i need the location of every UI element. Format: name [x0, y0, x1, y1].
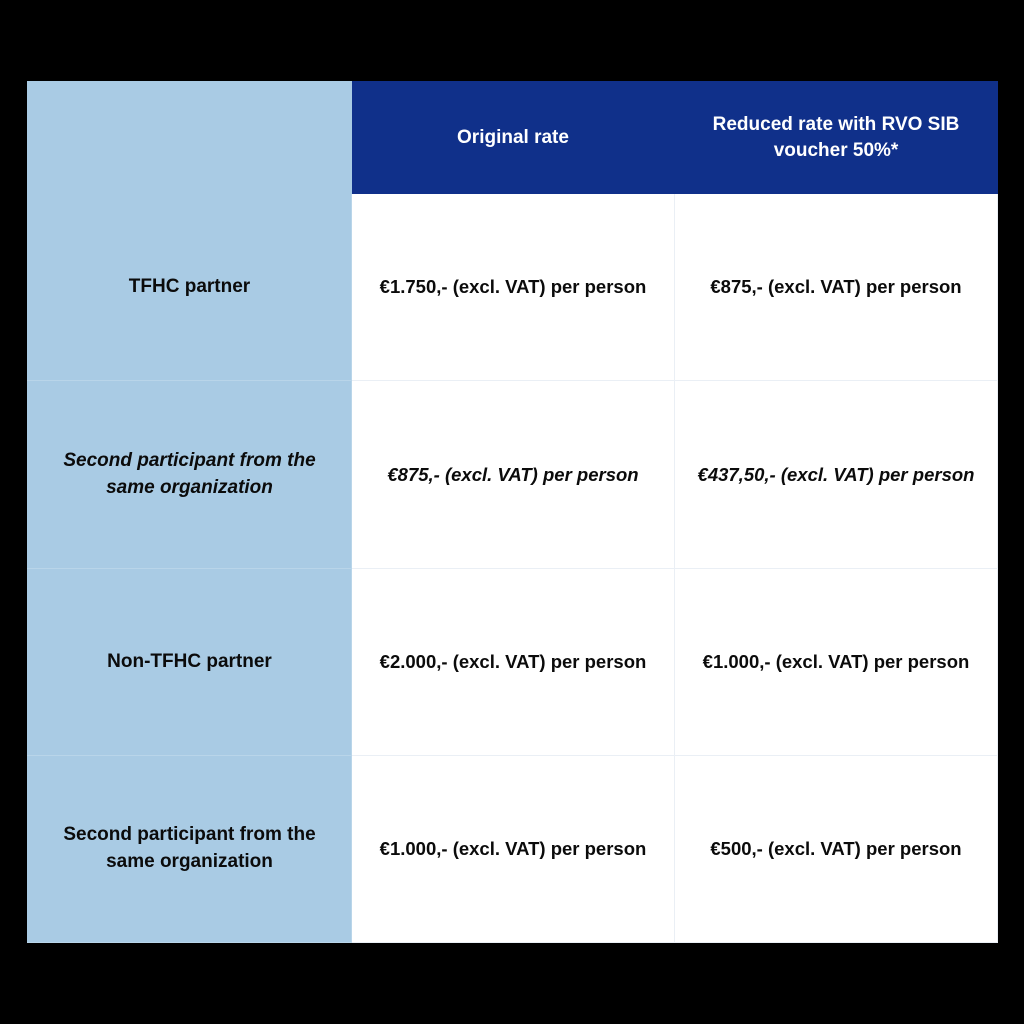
row-label-second-participant-non-tfhc: Second participant from the same organization: [28, 756, 352, 943]
table-corner-cell: [28, 82, 352, 194]
cell-reduced-rate-tfhc-partner: €875,- (excl. VAT) per person: [675, 194, 998, 381]
row-label-non-tfhc-partner: Non-TFHC partner: [28, 569, 352, 756]
table-row: [28, 194, 998, 381]
table-row: [28, 569, 998, 756]
cell-reduced-rate-second-participant-non-tfhc: €500,- (excl. VAT) per person: [675, 756, 998, 943]
row-label-tfhc-partner: TFHC partner: [28, 194, 352, 381]
table-row: [28, 381, 998, 569]
cell-reduced-rate-second-participant-tfhc: €437,50,- (excl. VAT) per person: [675, 381, 998, 569]
column-header-original-rate: Original rate: [352, 82, 675, 194]
rate-table: [27, 81, 998, 943]
table-row: [28, 756, 998, 943]
cell-original-rate-tfhc-partner: €1.750,- (excl. VAT) per person: [352, 194, 675, 381]
cell-original-rate-second-participant-tfhc: €875,- (excl. VAT) per person: [352, 381, 675, 569]
rate-table-container: [27, 81, 997, 942]
column-header-reduced-rate: Reduced rate with RVO SIB voucher 50%*: [675, 82, 998, 194]
table-header-row: [28, 82, 998, 194]
cell-original-rate-second-participant-non-tfhc: €1.000,- (excl. VAT) per person: [352, 756, 675, 943]
cell-reduced-rate-non-tfhc-partner: €1.000,- (excl. VAT) per person: [675, 569, 998, 756]
row-label-second-participant-tfhc: Second participant from the same organization: [28, 381, 352, 569]
cell-original-rate-non-tfhc-partner: €2.000,- (excl. VAT) per person: [352, 569, 675, 756]
